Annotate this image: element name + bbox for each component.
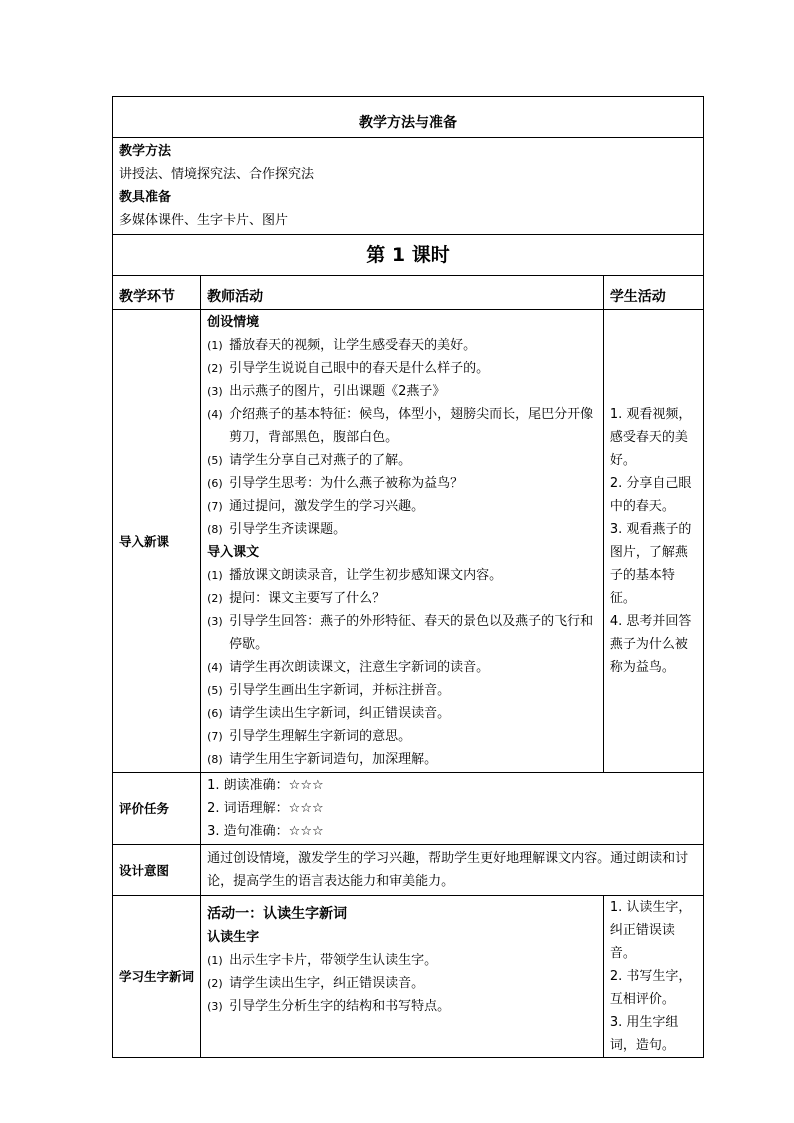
step-text: 介绍燕子的基本特征：候鸟，体型小，翅膀尖而长，尾巴分开像剪刀，背部黑色，腹部白色。 [229,407,594,445]
vocab-teacher-activities [201,896,604,1058]
section-heading-read-chars: 认读生字 [207,930,260,945]
step-number: (7) [207,730,223,743]
intro-section2-list [207,564,597,771]
list-item [207,995,597,1018]
intro-teacher-activities [201,310,604,773]
list-item: 4. 思考并回答燕子为什么被称为益鸟。 [609,614,692,675]
list-item [207,403,597,449]
methods-block [113,138,704,235]
step-number: (2) [207,977,223,990]
list-item [207,357,597,380]
list-item [207,495,597,518]
evaluation-label: 评价任务 [113,773,201,845]
step-number: (1) [207,339,223,352]
step-text: 请学生再次朗读课文，注意生字新词的读音。 [229,660,490,675]
methods-text: 讲授法、情境探究法、合作探究法 [119,167,315,182]
list-item: 3. 观看燕子的图片，了解燕子的基本特征。 [609,522,692,606]
intro-label: 导入新课 [113,310,201,773]
step-number: (4) [207,408,223,421]
section-title: 教学方法与准备 [113,97,704,138]
step-text: 请学生读出生字，纠正错误读音。 [229,976,425,991]
section-heading-intro-text: 导入课文 [207,545,260,560]
vocab-student-activities [603,896,703,1058]
vocab-row [113,896,704,1058]
step-text: 引导学生说说自己眼中的春天是什么样子的。 [229,361,490,376]
step-text: 引导学生齐读课题。 [229,522,347,537]
step-text: 引导学生画出生字新词，并标注拼音。 [229,683,451,698]
list-item [207,472,597,495]
list-item [207,334,597,357]
list-item: 3. 造句准确：☆☆☆ [207,824,324,839]
section-heading-scene: 创设情境 [207,315,260,330]
step-text: 引导学生分析生字的结构和书写特点。 [229,999,451,1014]
step-number: (3) [207,615,223,628]
step-number: (6) [207,707,223,720]
methods-row [113,138,704,235]
list-item [207,610,597,656]
step-number: (3) [207,385,223,398]
list-item [207,380,597,403]
step-text: 请学生分享自己对燕子的了解。 [229,453,412,468]
lesson-title-row [113,235,704,276]
title-row [113,97,704,138]
lesson-title: 第 1 课时 [113,235,704,276]
step-number: (2) [207,592,223,605]
step-text: 引导学生思考：为什么燕子被称为益鸟？ [229,476,464,491]
list-item [207,518,597,541]
intro-student-activities [603,310,703,773]
step-number: (3) [207,1000,223,1013]
intro-row [113,310,704,773]
header-teacher: 教师活动 [201,276,604,310]
header-row [113,276,704,310]
list-item: 3. 用生字组词，造句。 [609,1015,679,1053]
header-student: 学生活动 [603,276,703,310]
tools-text: 多媒体课件、生字卡片、图片 [119,213,289,228]
list-item: 2. 书写生字，互相评价。 [609,969,692,1007]
step-number: (5) [207,684,223,697]
header-stage: 教学环节 [113,276,201,310]
step-text: 出示生字卡片，带领学生认读生字。 [229,953,438,968]
step-text: 通过提问，激发学生的学习兴趣。 [229,499,425,514]
vocab-label: 学习生字新词 [113,896,201,1058]
list-item [207,587,597,610]
evaluation-list [201,773,704,845]
step-number: (2) [207,362,223,375]
step-text: 请学生读出生字新词，纠正错误读音。 [229,706,451,721]
list-item: 2. 词语理解：☆☆☆ [207,801,324,816]
list-item: 1. 朗读准确：☆☆☆ [207,778,324,793]
list-item [207,972,597,995]
list-item [207,949,597,972]
step-number: (8) [207,523,223,536]
step-text: 播放春天的视频，让学生感受春天的美好。 [229,338,477,353]
step-number: (7) [207,500,223,513]
step-number: (6) [207,477,223,490]
list-item [207,725,597,748]
step-text: 播放课文朗读录音，让学生初步感知课文内容。 [229,568,503,583]
methods-label: 教学方法 [119,144,172,159]
list-item [207,679,597,702]
list-item [207,702,597,725]
step-number: (1) [207,954,223,967]
step-number: (8) [207,753,223,766]
step-number: (5) [207,454,223,467]
step-text: 出示燕子的图片，引出课题《2燕子》 [229,384,446,399]
step-text: 引导学生理解生字新词的意思。 [229,729,412,744]
step-text: 提问：课文主要写了什么？ [229,591,386,606]
lesson-plan-table [112,96,704,1058]
list-item [207,564,597,587]
evaluation-row [113,773,704,845]
list-item: 1. 观看视频，感受春天的美好。 [609,407,692,468]
activity-heading: 活动一：认读生字新词 [207,906,348,922]
design-row [113,845,704,896]
design-label: 设计意图 [113,845,201,896]
design-text: 通过创设情境，激发学生的学习兴趣，帮助学生更好地理解课文内容。通过朗读和讨论，提高学生的语言表达能力和审美能力。 [201,845,704,896]
lesson-plan-page [112,96,704,1058]
list-item [207,656,597,679]
list-item [207,748,597,771]
list-item: 1. 认读生字，纠正错误读音。 [609,900,692,961]
step-text: 请学生用生字新词造句，加深理解。 [229,752,438,767]
step-number: (4) [207,661,223,674]
tools-label: 教具准备 [119,190,172,205]
list-item: 2. 分享自己眼中的春天。 [609,476,692,514]
list-item [207,449,597,472]
step-text: 引导学生回答：燕子的外形特征、春天的景色以及燕子的飞行和停歇。 [229,614,594,652]
intro-section1-list [207,334,597,541]
step-number: (1) [207,569,223,582]
